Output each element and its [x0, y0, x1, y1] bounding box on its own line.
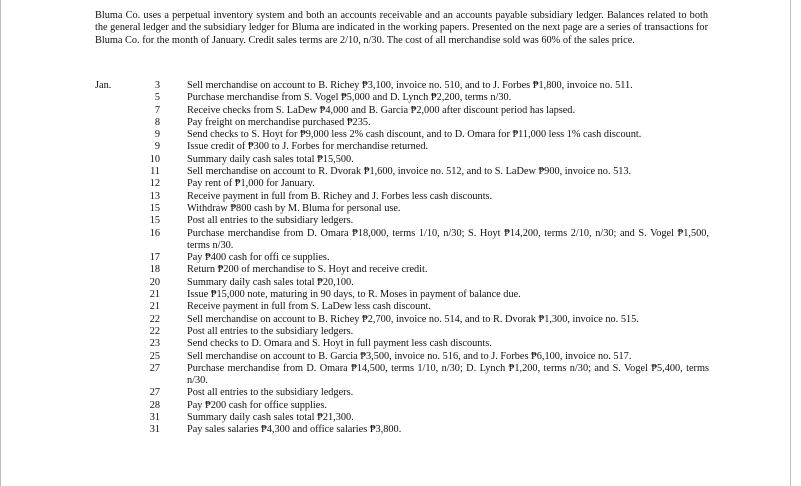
- transaction-day: 10: [149, 153, 160, 165]
- transaction-row: [95, 301, 709, 313]
- transaction-description: Withdraw ₱800 cash by M. Bluma for personal use.: [187, 202, 401, 214]
- transaction-row: [95, 351, 709, 363]
- page-edge-left: [0, 0, 1, 486]
- transaction-day: 22: [149, 313, 160, 325]
- transaction-day: 5: [154, 92, 160, 104]
- transaction-row: [95, 80, 709, 92]
- transaction-day: 15: [149, 215, 160, 227]
- transaction-description: Pay sales salaries ₱4,300 and office salaries ₱3,800.: [187, 424, 402, 436]
- transaction-row: [95, 105, 709, 117]
- transaction-day: 12: [149, 178, 160, 190]
- transaction-day: 20: [149, 276, 160, 288]
- transaction-row: [95, 363, 709, 388]
- transaction-day: 31: [149, 412, 160, 424]
- transaction-description: Purchase merchandise from S. Vogel ₱5,000 and D. Lynch ₱2,200, terms n/30.: [187, 92, 512, 104]
- transaction-row: [95, 228, 709, 253]
- transaction-day: 8: [154, 116, 160, 128]
- transaction-description: Post all entries to the subsidiary ledgers.: [187, 215, 354, 227]
- transaction-day: 9: [154, 141, 160, 153]
- transaction-day: 28: [149, 399, 160, 411]
- transaction-description: Send checks to D. Omara and S. Hoyt in full payment less cash discounts.: [187, 338, 492, 350]
- transaction-description: Sell merchandise on account to B. Garcia ₱3,500, invoice no. 516, and to J. Forbes ₱6,100, invoice no. 517.: [187, 350, 632, 362]
- transaction-row: [95, 387, 709, 399]
- transaction-row: [95, 338, 709, 350]
- transaction-description: Pay ₱400 cash for offi ce supplies.: [187, 252, 330, 264]
- transaction-description: Summary daily cash sales total ₱20,100.: [187, 276, 354, 288]
- transaction-description: Issue ₱15,000 note, maturing in 90 days, to R. Moses in payment of balance due.: [187, 289, 521, 301]
- transaction-row: [95, 117, 709, 129]
- transaction-description: Sell merchandise on account to B. Richey ₱3,100, invoice no. 510, and to J. Forbes ₱1,800, invoice no. 511.: [187, 80, 633, 91]
- transaction-row: [95, 424, 709, 436]
- transaction-description: Pay rent of ₱1,000 for January.: [187, 178, 315, 190]
- transaction-day: 27: [149, 387, 160, 399]
- transaction-day: 16: [149, 227, 160, 239]
- transaction-row: [95, 400, 709, 412]
- transaction-row: [95, 314, 709, 326]
- transaction-description: Pay ₱200 cash for office supplies.: [187, 399, 327, 411]
- transaction-description: Summary daily cash sales total ₱21,300.: [187, 412, 354, 424]
- transaction-row: [95, 277, 709, 289]
- transaction-day: 22: [149, 325, 160, 337]
- transaction-description: Receive checks from S. LaDew ₱4,000 and B. Garcia ₱2,000 after discount period has lapsed.: [187, 104, 576, 116]
- transaction-day: 9: [154, 129, 160, 141]
- transaction-row: [95, 141, 709, 153]
- transaction-day: 15: [149, 202, 160, 214]
- intro-paragraph: Bluma Co. uses a perpetual inventory system and both an accounts receivable and an accounts payable subsidiary ledger. Balances related to both the general ledger and the subsidiary ledger for Bluma are indicated in the working papers. Presented on the next page are a series of transactions for Bluma Co. for the month of January. Credit sales terms are 2/10, n/30. The cost of all merchandise sold was 60% of the sales price.: [95, 10, 709, 46]
- transaction-row: [95, 154, 709, 166]
- transaction-day: 23: [149, 338, 160, 350]
- transaction-row: [95, 289, 709, 301]
- transaction-list: [95, 80, 709, 437]
- transaction-description: Return ₱200 of merchandise to S. Hoyt and receive credit.: [187, 264, 428, 276]
- transaction-row: [95, 264, 709, 276]
- transaction-row: [95, 166, 709, 178]
- transaction-row: [95, 178, 709, 190]
- transaction-description: Summary daily cash sales total ₱15,500.: [187, 153, 354, 165]
- transaction-row: [95, 191, 709, 203]
- transaction-description: Send checks to S. Hoyt for ₱9,000 less 2% cash discount, and to D. Omara for ₱11,000 less 1% cash discount.: [187, 129, 642, 141]
- transaction-row: [95, 129, 709, 141]
- transaction-description: Sell merchandise on account to R. Dvorak ₱1,600, invoice no. 512, and to S. LaDew ₱900, invoice no. 513.: [187, 166, 632, 178]
- transaction-row: [95, 326, 709, 338]
- transaction-description: Receive payment in full from B. Richey and J. Forbes less cash discounts.: [187, 190, 493, 202]
- transaction-row: [95, 215, 709, 227]
- transaction-day: 13: [149, 190, 160, 202]
- transaction-day: 7: [154, 104, 160, 116]
- transaction-day: 31: [149, 424, 160, 436]
- month-label: Jan.: [95, 80, 112, 91]
- transaction-row: [95, 412, 709, 424]
- transaction-description: Post all entries to the subsidiary ledgers.: [187, 387, 354, 399]
- transaction-day: 17: [149, 252, 160, 264]
- transaction-description: Purchase merchandise from D. Omara ₱18,000, terms 1/10, n/30; S. Hoyt ₱14,200, terms 2/10, n/30; and S. Vogel ₱1,500, terms n/30.: [187, 227, 709, 251]
- transaction-row: [95, 252, 709, 264]
- transaction-day: 25: [149, 350, 160, 362]
- transaction-description: Post all entries to the subsidiary ledgers.: [187, 325, 354, 337]
- transaction-day: 3: [154, 80, 160, 91]
- transaction-description: Pay freight on merchandise purchased ₱235.: [187, 116, 371, 128]
- transaction-day: 21: [149, 289, 160, 301]
- transaction-day: 11: [150, 166, 160, 178]
- page-edge-right: [790, 0, 791, 486]
- transaction-row: [95, 92, 709, 104]
- transaction-day: 27: [149, 362, 160, 374]
- transaction-day: 18: [149, 264, 160, 276]
- transaction-row: [95, 203, 709, 215]
- transaction-description: Purchase merchandise from D. Omara ₱14,500, terms 1/10, n/30; D. Lynch ₱1,200, terms n/30; and S. Vogel ₱5,400, terms n/30.: [187, 362, 709, 387]
- transaction-day: 21: [149, 301, 160, 313]
- transaction-description: Receive payment in full from S. LaDew less cash discount.: [187, 301, 431, 313]
- transaction-description: Sell merchandise on account to B. Richey ₱2,700, invoice no. 514, and to R. Dvorak ₱1,300, invoice no. 515.: [187, 313, 639, 325]
- transaction-description: Issue credit of ₱300 to J. Forbes for merchandise returned.: [187, 141, 429, 153]
